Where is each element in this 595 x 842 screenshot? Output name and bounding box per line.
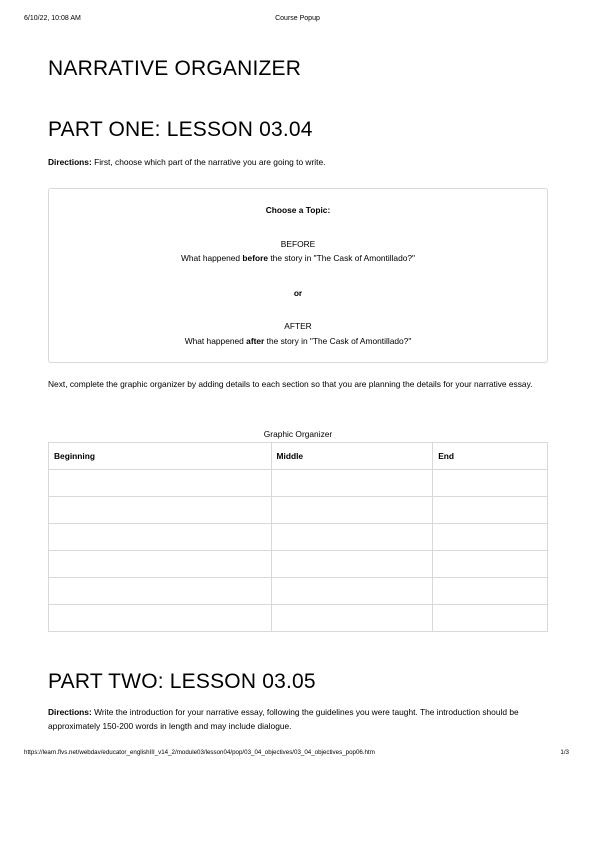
after-question-emphasis: after <box>246 336 265 346</box>
document-title: NARRATIVE ORGANIZER <box>48 57 302 80</box>
after-label: AFTER <box>284 321 312 331</box>
table-row <box>49 497 548 524</box>
table-row <box>49 470 548 497</box>
cell-middle[interactable] <box>271 551 433 578</box>
column-header-end: End <box>433 443 548 470</box>
cell-end[interactable] <box>433 605 548 632</box>
print-page-title: Course Popup <box>275 15 320 22</box>
directions-label: Directions: <box>48 707 92 717</box>
before-question-emphasis: before <box>242 253 269 263</box>
directions-text: First, choose which part of the narrative you are going to write. <box>91 157 326 167</box>
print-datetime: 6/10/22, 10:08 AM <box>24 15 81 22</box>
cell-beginning[interactable] <box>49 470 272 497</box>
part-two-directions <box>48 705 548 733</box>
before-question-pre: What happened <box>180 253 243 263</box>
cell-beginning[interactable] <box>49 578 272 605</box>
before-question-post: the story in "The Cask of Amontillado?" <box>268 253 416 263</box>
part-one-heading: PART ONE: LESSON 03.04 <box>48 118 313 141</box>
after-question-post: the story in "The Cask of Amontillado?" <box>264 336 412 346</box>
directions-label: Directions: <box>48 157 92 167</box>
after-question <box>49 336 547 346</box>
organizer-instructions: Next, complete the graphic organizer by adding details to each section so that you are planning the details for your narrative essay. <box>48 379 533 389</box>
topic-choice-box <box>48 188 548 363</box>
topic-box-title: Choose a Topic: <box>265 205 331 215</box>
cell-end[interactable] <box>433 551 548 578</box>
cell-end[interactable] <box>433 470 548 497</box>
before-question <box>49 253 547 263</box>
cell-beginning[interactable] <box>49 497 272 524</box>
cell-middle[interactable] <box>271 524 433 551</box>
print-page-number: 1/3 <box>560 749 569 756</box>
cell-end[interactable] <box>433 578 548 605</box>
column-header-middle: Middle <box>271 443 433 470</box>
directions-text: Write the introduction for your narrative essay, following the guidelines you were taught. The introduction should be approximately 150-200 words in length and may include dialogue. <box>48 707 519 731</box>
table-row <box>49 524 548 551</box>
cell-beginning[interactable] <box>49 551 272 578</box>
after-question-pre: What happened <box>184 336 247 346</box>
table-row <box>49 605 548 632</box>
organizer-header-row <box>49 443 548 470</box>
cell-middle[interactable] <box>271 578 433 605</box>
graphic-organizer-table <box>48 442 548 632</box>
cell-beginning[interactable] <box>49 605 272 632</box>
table-row <box>49 578 548 605</box>
part-one-directions <box>48 155 548 169</box>
print-url: https://learn.flvs.net/webdav/educator_englishIII_v14_2/module03/lesson04/pop/03_04_objectives/03_04_objectives_pop06.htm <box>24 749 375 756</box>
organizer-caption: Graphic Organizer <box>263 429 333 439</box>
organizer-body <box>49 470 548 632</box>
or-divider: or <box>293 288 303 298</box>
table-row <box>49 551 548 578</box>
cell-end[interactable] <box>433 524 548 551</box>
column-header-beginning: Beginning <box>49 443 272 470</box>
part-two-heading: PART TWO: LESSON 03.05 <box>48 670 316 693</box>
cell-middle[interactable] <box>271 605 433 632</box>
cell-middle[interactable] <box>271 470 433 497</box>
cell-end[interactable] <box>433 497 548 524</box>
cell-middle[interactable] <box>271 497 433 524</box>
before-label: BEFORE <box>280 239 316 249</box>
cell-beginning[interactable] <box>49 524 272 551</box>
